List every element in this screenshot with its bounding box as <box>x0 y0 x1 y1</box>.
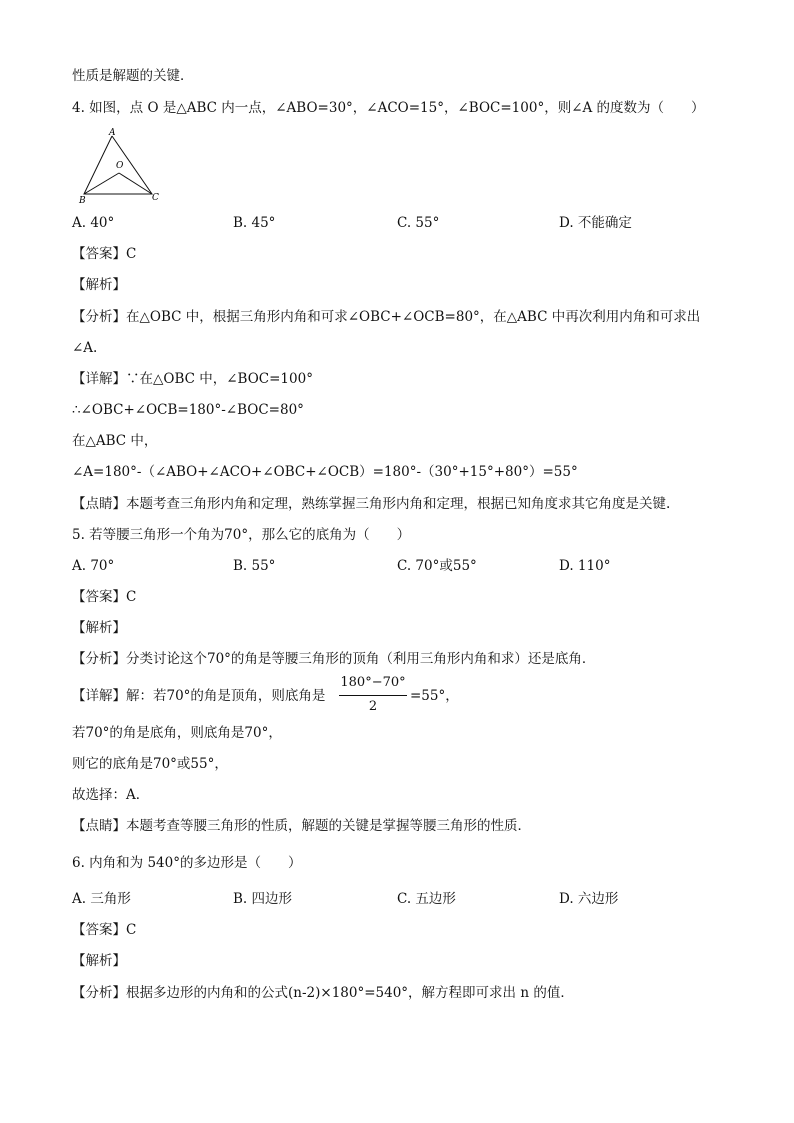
option-a: A. 40° <box>72 215 115 231</box>
analysis-heading: 【解析】 <box>72 953 126 969</box>
comment-text: 【点睛】本题考查等腰三角形的性质，解题的关键是掌握等腰三角形的性质． <box>72 818 531 834</box>
detail-text: 则它的底角是70°或55°， <box>72 756 228 772</box>
option-c: C. 55° <box>397 215 440 231</box>
detail-text: 若70°的角是底角，则底角是70°， <box>72 725 282 741</box>
question-6: 6. 内角和为 540°的多边形是（ ） <box>72 855 302 871</box>
option-b: B. 55° <box>233 558 276 574</box>
option-a: A. 70° <box>72 558 115 574</box>
question-4: 4. 如图，点 O 是△ABC 内一点，∠ABO=30°，∠ACO=15°，∠BOC=100°，则∠A 的度数为（ ） <box>72 100 705 116</box>
detail-text-suffix: =55°， <box>410 688 459 704</box>
detail-text: ∴∠OBC+∠OCB=180°-∠BOC=80° <box>72 402 304 418</box>
option-d: D. 110° <box>559 558 611 574</box>
answer: 【答案】C <box>72 246 137 262</box>
option-a: A. 三角形 <box>72 891 131 907</box>
analysis-heading: 【解析】 <box>72 620 126 636</box>
answer: 【答案】C <box>72 922 137 938</box>
analysis-heading: 【解析】 <box>72 277 126 293</box>
text-line: 性质是解题的关键． <box>72 68 194 84</box>
answer: 【答案】C <box>72 589 137 605</box>
analysis-text: ∠A. <box>72 340 98 356</box>
label-a: A <box>109 128 116 138</box>
fraction-numerator: 180°−70° <box>340 675 406 690</box>
analysis-text: 【分析】根据多边形的内角和的公式(n-2)×180°=540°，解方程即可求出 n 的值． <box>72 985 574 1001</box>
option-c: C. 五边形 <box>397 891 456 907</box>
question-5: 5. 若等腰三角形一个角为70°，那么它的底角为（ ） <box>72 527 411 543</box>
analysis-text: 【分析】分类讨论这个70°的角是等腰三角形的顶角（利用三角形内角和求）还是底角． <box>72 651 596 667</box>
detail-text: 【详解】∵在△OBC 中，∠BOC=100° <box>72 371 313 387</box>
option-d: D. 六边形 <box>559 891 619 907</box>
option-d: D. 不能确定 <box>559 215 632 231</box>
analysis-text: 【分析】在△OBC 中，根据三角形内角和可求∠OBC+∠OCB=80°，在△ABC 中再次利用内角和可求出 <box>72 309 701 325</box>
label-b: B <box>79 196 86 204</box>
fraction-denominator: 2 <box>368 699 378 714</box>
detail-text: ∠A=180°-（∠ABO+∠ACO+∠OBC+∠OCB）=180°-（30°+15°+80°）=55° <box>72 464 578 480</box>
detail-text: 故选择：A． <box>72 787 150 803</box>
option-c: C. 70°或55° <box>397 558 477 574</box>
fraction-bar <box>339 695 407 696</box>
label-c: C <box>152 193 159 203</box>
detail-text-prefix: 【详解】解：若70°的角是顶角，则底角是 <box>72 688 326 704</box>
comment-text: 【点睛】本题考查三角形内角和定理，熟练掌握三角形内角和定理，根据已知角度求其它角度是关键. <box>72 496 671 512</box>
option-b: B. 四边形 <box>233 891 293 907</box>
label-o: O <box>116 161 124 171</box>
triangle-figure <box>76 128 166 204</box>
option-b: B. 45° <box>233 215 276 231</box>
detail-text: 在△ABC 中， <box>72 433 158 449</box>
